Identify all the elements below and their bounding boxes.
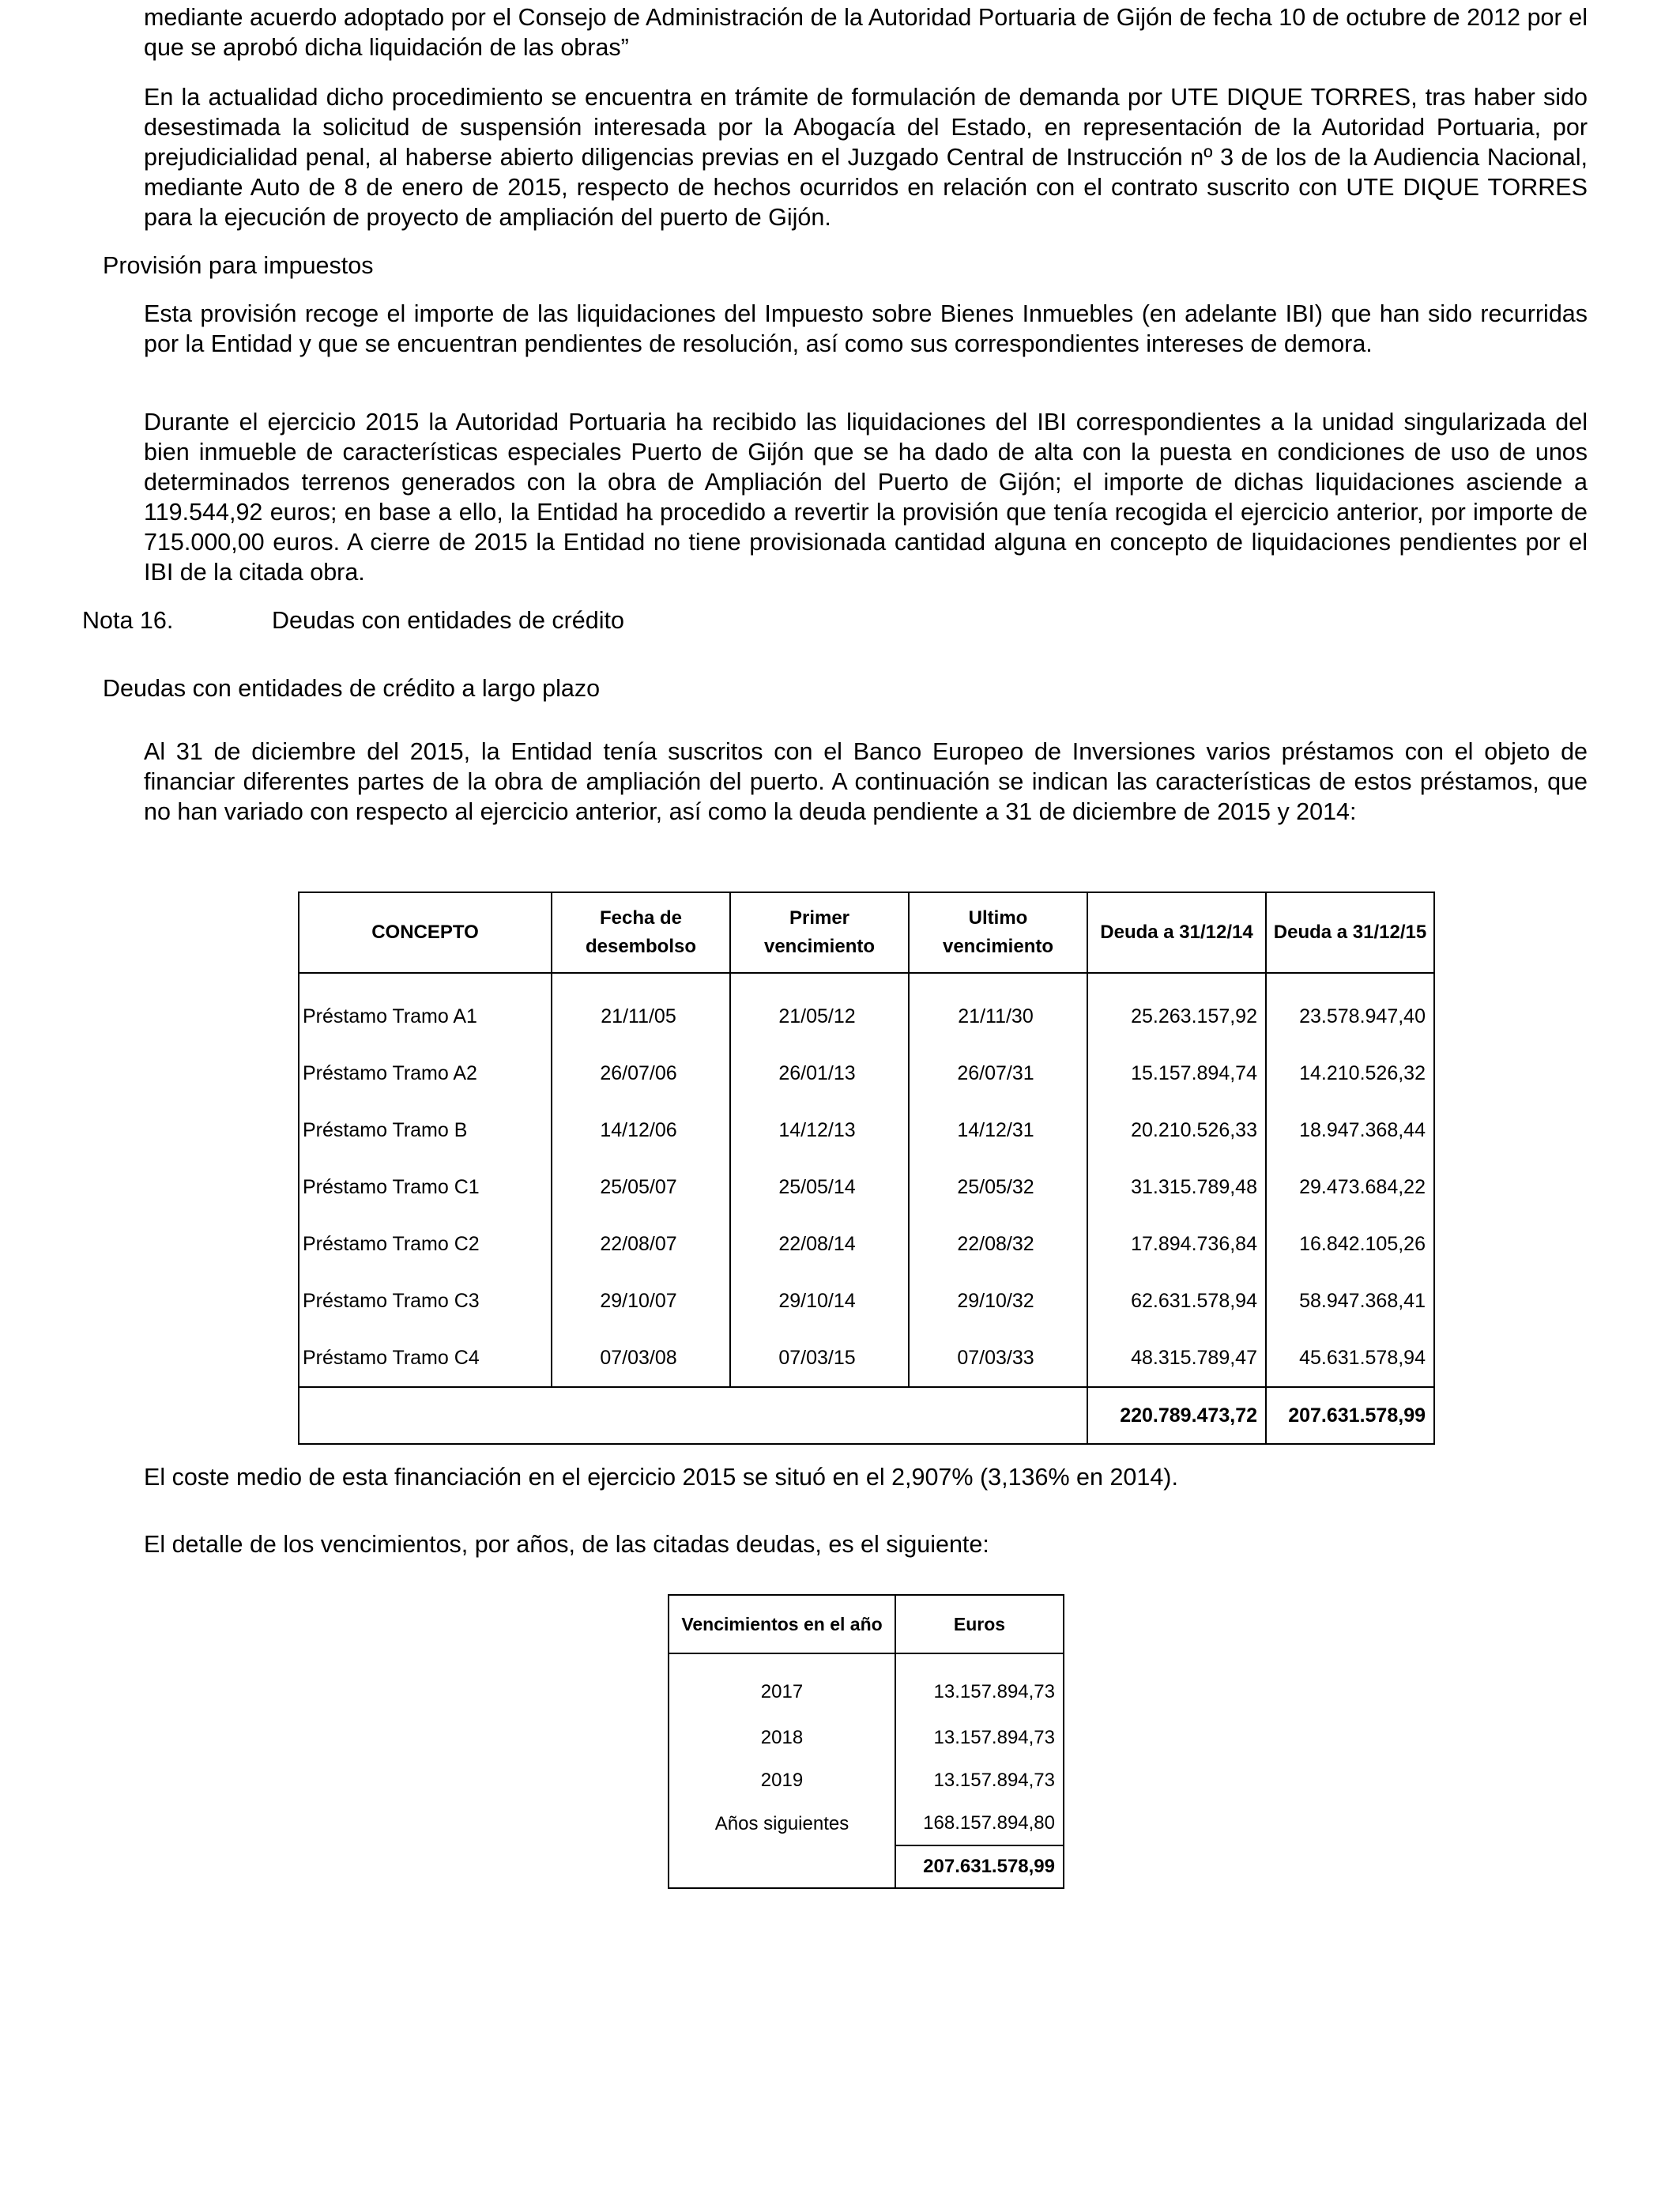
cell-deuda14: 25.263.157,92 — [1087, 973, 1266, 1045]
cell-deuda15: 16.842.105,26 — [1299, 1232, 1426, 1255]
table-row — [669, 1653, 1064, 1717]
header-deuda-2015: Deuda a 31/12/15 — [1266, 892, 1434, 973]
cell-primer: 26/01/13 — [730, 1045, 909, 1102]
total-deuda14: 220.789.473,72 — [1087, 1387, 1266, 1444]
total-row — [299, 1387, 1434, 1444]
cell-deuda14: 31.315.789,48 — [1087, 1159, 1266, 1216]
cell-primer: 29/10/14 — [730, 1272, 909, 1329]
header-vencimientos: Vencimientos en el año — [669, 1595, 895, 1653]
header-euros: Euros — [895, 1595, 1064, 1653]
cell-euros: 13.157.894,73 — [933, 1727, 1055, 1748]
header-concepto: CONCEPTO — [299, 892, 552, 973]
header-fecha-desembolso: Fecha de desembolso — [552, 892, 730, 973]
cell-primer: 21/05/12 — [730, 973, 909, 1045]
cell-deuda15: 45.631.578,94 — [1299, 1346, 1426, 1369]
cell-concepto: Préstamo Tramo C1 — [299, 1159, 552, 1216]
paragraph-maturity-detail: El detalle de los vencimientos, por años, de las citadas deudas, es el siguiente: — [144, 1531, 989, 1558]
cell-fecha: 22/08/07 — [552, 1216, 730, 1272]
cell-deuda15: 58.947.368,41 — [1299, 1289, 1426, 1312]
cell-concepto: Préstamo Tramo C3 — [299, 1272, 552, 1329]
cell-fecha: 29/10/07 — [552, 1272, 730, 1329]
cell-ultimo: 14/12/31 — [909, 1102, 1087, 1159]
cell-concepto: Préstamo Tramo A2 — [299, 1045, 552, 1102]
cell-ultimo: 25/05/32 — [909, 1159, 1087, 1216]
cell-deuda14: 17.894.736,84 — [1087, 1216, 1266, 1272]
table-row — [299, 973, 1434, 1045]
table-row — [669, 1759, 1064, 1802]
cell-euros: 13.157.894,73 — [933, 1681, 1055, 1702]
cell-deuda15: 29.473.684,22 — [1299, 1175, 1426, 1198]
header-ultimo-vencimiento: Ultimo vencimiento — [909, 892, 1087, 973]
cell-deuda15: 14.210.526,32 — [1299, 1061, 1426, 1084]
cell-ultimo: 26/07/31 — [909, 1045, 1087, 1102]
loans-table — [298, 892, 1435, 1445]
cell-primer: 07/03/15 — [730, 1329, 909, 1387]
total-blank-cell — [669, 1845, 895, 1888]
cell-fecha: 07/03/08 — [552, 1329, 730, 1387]
cell-concepto: Préstamo Tramo A1 — [299, 973, 552, 1045]
cell-deuda14: 62.631.578,94 — [1087, 1272, 1266, 1329]
paragraph-provision-2015: Durante el ejercicio 2015 la Autoridad Portuaria ha recibido las liquidaciones del IBI correspondientes a la unidad singularizada del bien inmueble de características especiales Puerto de Gijón que se ha dado de alta con la puesta en condiciones de uso de unos determinados terrenos generados con la obra de Ampliación del Puerto de Gijón; el importe de dichas liquidaciones asciende a 119.544,92 euros; en base a ello, la Entidad ha procedido a revertir la provisión que tenía recogida el ejercicio anterior, por importe de 715.000,00 euros. A cierre de 2015 la Entidad no tiene provisionada cantidad alguna en concepto de liquidaciones pendientes por el IBI de la citada obra. — [144, 409, 1588, 586]
table-row — [299, 1045, 1434, 1102]
cell-deuda14: 20.210.526,33 — [1087, 1102, 1266, 1159]
maturities-table — [668, 1594, 1064, 1889]
total-euros: 207.631.578,99 — [895, 1845, 1064, 1888]
paragraph-average-cost: El coste medio de esta financiación en el ejercicio 2015 se situó en el 2,907% (3,136% en 2014). — [144, 1464, 1178, 1491]
table-row — [669, 1802, 1064, 1845]
header-deuda-2014: Deuda a 31/12/14 — [1087, 892, 1266, 973]
cell-year: 2017 — [669, 1653, 895, 1717]
total-blank-cell — [299, 1387, 1087, 1444]
cell-ultimo: 22/08/32 — [909, 1216, 1087, 1272]
paragraph-procedure: En la actualidad dicho procedimiento se encuentra en trámite de formulación de demanda por UTE DIQUE TORRES, tras haber sido desestimada la solicitud de suspensión interesada por la Abogacía del Estado, en representación de la Autoridad Portuaria, por prejudicialidad penal, al haberse abierto diligencias previas en el Juzgado Central de Instrucción nº 3 de los de la Audiencia Nacional, mediante Auto de 8 de enero de 2015, respecto de hechos ocurridos en relación con el contrato suscrito con UTE DIQUE TORRES para la ejecución de proyecto de ampliación del puerto de Gijón. — [144, 84, 1588, 231]
table-row — [299, 1159, 1434, 1216]
maturities-header-row — [669, 1595, 1064, 1653]
cell-year: 2018 — [669, 1717, 895, 1759]
cell-euros: 13.157.894,73 — [933, 1770, 1055, 1791]
cell-fecha: 21/11/05 — [552, 973, 730, 1045]
table-row — [299, 1216, 1434, 1272]
cell-deuda14: 48.315.789,47 — [1087, 1329, 1266, 1387]
loans-header-row — [299, 892, 1434, 973]
table-row — [299, 1272, 1434, 1329]
cell-deuda15: 18.947.368,44 — [1299, 1118, 1426, 1141]
paragraph-provision-description: Esta provisión recoge el importe de las liquidaciones del Impuesto sobre Bienes Inmuebles (en adelante IBI) que han sido recurridas por la Entidad y que se encuentran pendientes de resolución, así como sus correspondientes intereses de demora. — [144, 300, 1588, 357]
cell-primer: 25/05/14 — [730, 1159, 909, 1216]
table-row — [669, 1717, 1064, 1759]
paragraph-agreement: mediante acuerdo adoptado por el Consejo de Administración de la Autoridad Portuaria de Gijón de fecha 10 de octubre de 2012 por el que se aprobó dicha liquidación de las obras” — [144, 4, 1588, 61]
cell-deuda14: 15.157.894,74 — [1087, 1045, 1266, 1102]
cell-ultimo: 21/11/30 — [909, 973, 1087, 1045]
heading-long-term-debt: Deudas con entidades de crédito a largo plazo — [103, 675, 601, 702]
cell-primer: 14/12/13 — [730, 1102, 909, 1159]
cell-primer: 22/08/14 — [730, 1216, 909, 1272]
cell-concepto: Préstamo Tramo C2 — [299, 1216, 552, 1272]
table-row — [299, 1329, 1434, 1387]
cell-ultimo: 07/03/33 — [909, 1329, 1087, 1387]
note-number: Nota 16. — [82, 607, 174, 634]
cell-fecha: 25/05/07 — [552, 1159, 730, 1216]
table-row — [299, 1102, 1434, 1159]
cell-year: 2019 — [669, 1759, 895, 1802]
cell-concepto: Préstamo Tramo C4 — [299, 1329, 552, 1387]
cell-ultimo: 29/10/32 — [909, 1272, 1087, 1329]
cell-fecha: 14/12/06 — [552, 1102, 730, 1159]
cell-deuda15: 23.578.947,40 — [1299, 1005, 1426, 1027]
heading-provision-impuestos: Provisión para impuestos — [103, 252, 374, 279]
note-title: Deudas con entidades de crédito — [272, 607, 624, 634]
cell-euros: 168.157.894,80 — [923, 1812, 1055, 1834]
cell-fecha: 26/07/06 — [552, 1045, 730, 1102]
header-primer-vencimiento: Primer vencimiento — [730, 892, 909, 973]
total-row — [669, 1845, 1064, 1888]
total-deuda15: 207.631.578,99 — [1266, 1387, 1434, 1444]
cell-concepto: Préstamo Tramo B — [299, 1102, 552, 1159]
paragraph-long-term-debt: Al 31 de diciembre del 2015, la Entidad tenía suscritos con el Banco Europeo de Inversiones varios préstamos con el objeto de financiar diferentes partes de la obra de ampliación del puerto. A continuación se indican las características de estos préstamos, que no han variado con respecto al ejercicio anterior, así como la deuda pendiente a 31 de diciembre de 2015 y 2014: — [144, 738, 1588, 825]
cell-year: Años siguientes — [669, 1802, 895, 1845]
